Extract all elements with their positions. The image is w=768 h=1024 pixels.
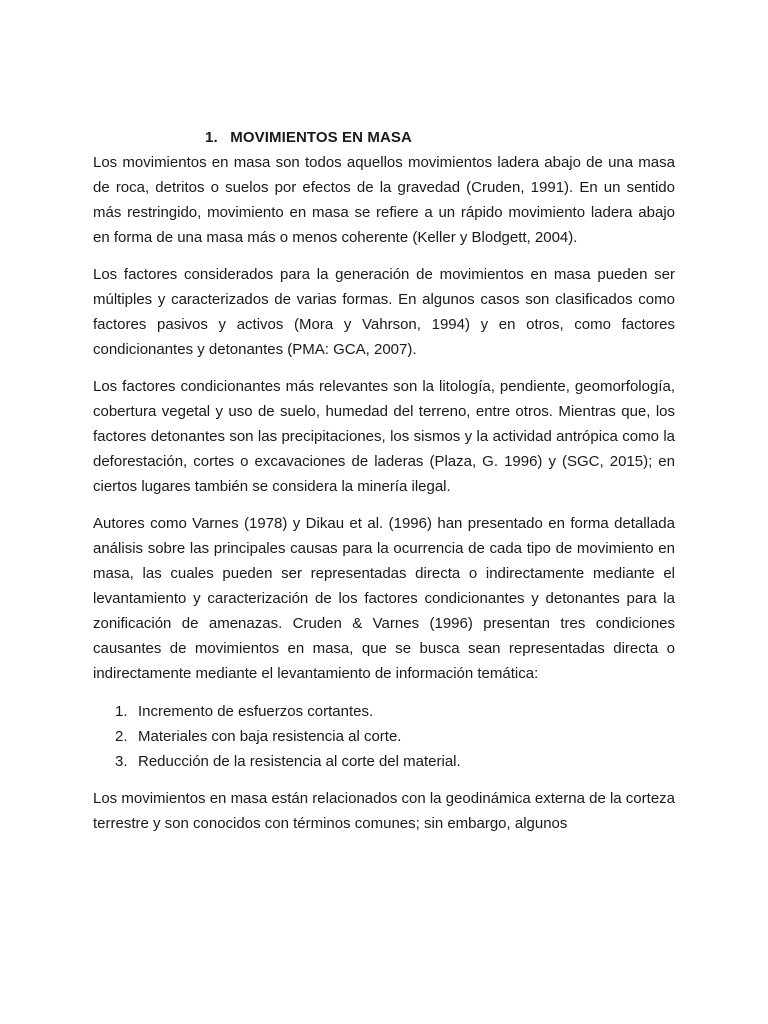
paragraph: Los movimientos en masa son todos aquellos movimientos ladera abajo de una masa de roca, detritos o suelos por efectos de la gravedad (Cruden, 1991). En un sentido más restringido, movimiento en masa se refiere a un rápido movimiento ladera abajo en forma de una masa más o menos coherente (Keller y Blodgett, 2004). [93, 154, 675, 246]
section-number: 1. [205, 129, 218, 146]
paragraph: Los factores condicionantes más relevantes son la litología, pendiente, geomorfología, cobertura vegetal y uso de suelo, humedad del terreno, entre otros. Mientras que, los factores detonantes son las precipitaciones, los sismos y la actividad antrópica como la deforestación, cortes o excavaciones de laderas (Plaza, G. 1996) y (SGC, 2015); en ciertos lugares también se considera la minería ilegal. [93, 378, 675, 495]
list-item-text: Reducción de la resistencia al corte del material. [138, 753, 461, 770]
body-text [93, 150, 675, 836]
paragraph: Autores como Varnes (1978) y Dikau et al. (1996) han presentado en forma detallada análisis sobre las principales causas para la ocurrencia de cada tipo de movimiento en masa, las cuales pueden ser representadas directa o indirectamente mediante el levantamiento y caracterización de los factores condicionantes y detonantes para la zonificación de amenazas. Cruden & Varnes (1996) presentan tres condiciones causantes de movimientos en masa, que se busca sean representadas directa o indirectamente mediante el levantamiento de información temática: [93, 515, 675, 682]
list-item-number: 3. [115, 753, 128, 770]
list-item-text: Materiales con baja resistencia al corte. [138, 728, 402, 745]
numbered-list [93, 699, 675, 774]
list-item-number: 2. [115, 728, 128, 745]
paragraph: Los factores considerados para la generación de movimientos en masa pueden ser múltiples y caracterizados de varias formas. En algunos casos son clasificados como factores pasivos y activos (Mora y Vahrson, 1994) y en otros, como factores condicionantes y detonantes (PMA: GCA, 2007). [93, 266, 675, 358]
section-title: MOVIMIENTOS EN MASA [230, 129, 412, 146]
section-heading [205, 128, 412, 148]
paragraph: Los movimientos en masa están relacionados con la geodinámica externa de la corteza terrestre y son conocidos con términos comunes; sin embargo, algunos [93, 790, 675, 832]
list-item-number: 1. [115, 703, 128, 720]
list-item-text: Incremento de esfuerzos cortantes. [138, 703, 374, 720]
list-item [93, 749, 675, 774]
list-item [93, 724, 675, 749]
list-item [93, 699, 675, 724]
